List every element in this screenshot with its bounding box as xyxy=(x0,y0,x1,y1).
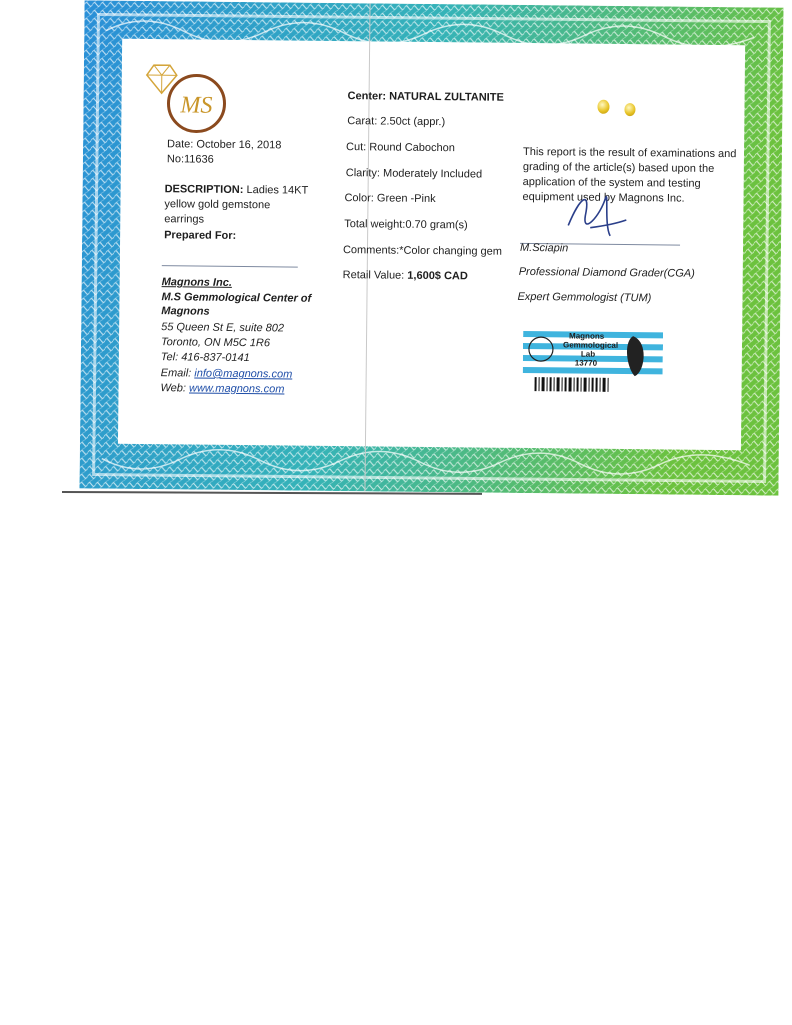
ms-logo xyxy=(141,53,242,139)
date: Date: October 16, 2018 xyxy=(167,138,282,152)
email-link[interactable]: info@magnons.com xyxy=(194,367,293,381)
web-link[interactable]: www.magnons.com xyxy=(188,382,285,396)
email-label: Email: xyxy=(160,367,195,380)
description-label: DESCRIPTION: xyxy=(164,183,244,197)
email-row xyxy=(161,366,293,381)
center-name-line-1: M.S Gemmological Center of xyxy=(161,291,312,305)
retail-amount: 1,600$ CAD xyxy=(407,269,468,283)
prepared-for-label: Prepared For: xyxy=(164,229,237,242)
signer-name: M.Sciapin xyxy=(519,241,569,255)
logo-text: MS xyxy=(180,92,213,119)
stamp-line-2: Gemmological xyxy=(562,340,619,350)
signer-title-1: Professional Diamond Grader(CGA) xyxy=(518,265,695,280)
report-statement-line-4: equipment used by Magnons Inc. xyxy=(522,190,685,205)
earring-left-image xyxy=(597,100,609,114)
report-number: No:11636 xyxy=(166,153,214,166)
certificate-body xyxy=(118,39,745,451)
web-row xyxy=(160,381,284,396)
description-line-3: earrings xyxy=(164,213,205,226)
clarity: Clarity: Moderately Included xyxy=(345,167,483,181)
description-text: Ladies 14KT xyxy=(243,184,309,197)
cut: Cut: Round Cabochon xyxy=(345,141,455,155)
center-value: NATURAL ZULTANITE xyxy=(389,90,504,104)
signature xyxy=(560,185,631,246)
color: Color: Green -Pink xyxy=(344,192,436,206)
report-statement-line-1: This report is the result of examinations and xyxy=(522,145,737,161)
retail-label: Retail Value: xyxy=(342,269,408,282)
signer-title-2: Expert Gemmologist (TUM) xyxy=(517,290,652,305)
prepared-for-line xyxy=(162,265,298,267)
stamp-line-1: Magnons xyxy=(569,331,605,341)
lab-stamp-hologram xyxy=(522,327,663,398)
carat: Carat: 2.50ct (appr.) xyxy=(347,115,446,129)
center-label: Center: xyxy=(347,90,390,103)
address-line-1: 55 Queen St E, suite 802 xyxy=(161,321,285,335)
retail-value xyxy=(343,268,468,283)
center-stone xyxy=(348,89,504,105)
earring-right-image xyxy=(624,103,635,116)
total-weight: Total weight:0.70 gram(s) xyxy=(344,218,468,232)
description xyxy=(165,182,309,198)
certificate xyxy=(79,0,783,495)
web-label: Web: xyxy=(160,382,190,395)
stamp-line-3: Lab xyxy=(580,349,596,359)
company-name: Magnons Inc. xyxy=(161,276,232,289)
center-name-line-2: Magnons xyxy=(161,305,210,318)
description-line-2: yellow gold gemstone xyxy=(164,198,271,212)
address-line-2: Toronto, ON M5C 1R6 xyxy=(160,336,271,350)
stamp-line-4: 13770 xyxy=(574,358,598,368)
report-statement-line-2: grading of the article(s) based upon the xyxy=(522,160,715,175)
telephone: Tel: 416-837-0141 xyxy=(160,351,250,365)
report-statement-line-3: application of the system and testing xyxy=(522,175,701,190)
comments: Comments:*Color changing gem xyxy=(342,244,502,258)
